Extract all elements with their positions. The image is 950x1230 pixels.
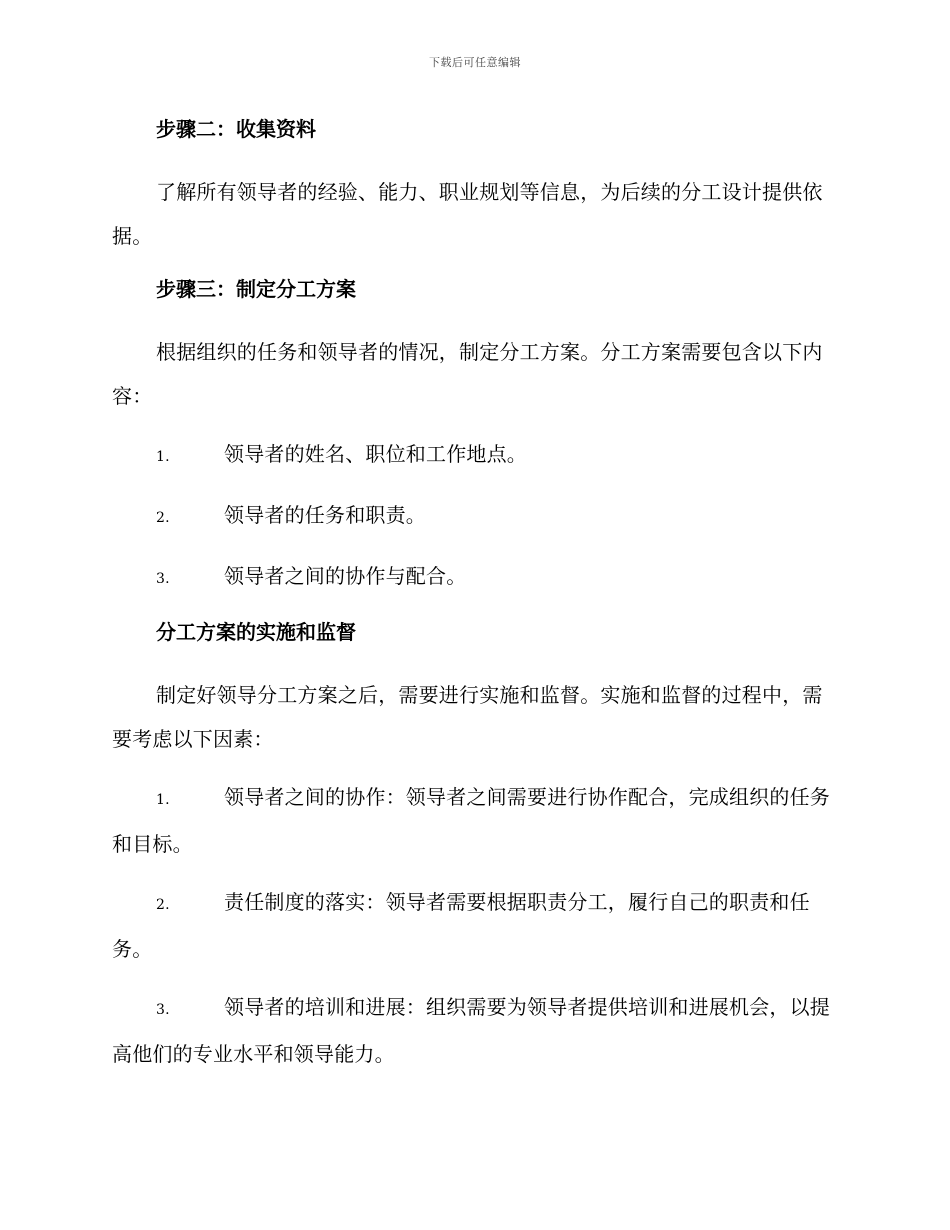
list-number: 2. bbox=[156, 897, 170, 913]
list-item-text: 领导者的任务和职责。 bbox=[224, 503, 426, 527]
paragraph-step3: 根据组织的任务和领导者的情况，制定分工方案。分工方案需要包含以下内容： bbox=[112, 340, 823, 408]
list-item-text: 领导者之间的协作与配合。 bbox=[224, 564, 467, 588]
list-item-text: 领导者之间的协作：领导者之间需要进行协作配合，完成组织的任务和目标。 bbox=[112, 785, 830, 856]
list-item bbox=[112, 493, 832, 540]
list-number: 1. bbox=[156, 792, 170, 808]
list-item-text: 领导者的培训和进展：组织需要为领导者提供培训和进展机会，以提高他们的专业水平和领导能力。 bbox=[112, 995, 830, 1066]
list-item-text: 领导者的姓名、职位和工作地点。 bbox=[224, 442, 527, 466]
section-heading-implementation: 分工方案的实施和监督 bbox=[156, 620, 356, 644]
page-header: 下载后可任意编辑 bbox=[429, 56, 521, 69]
list-item bbox=[112, 880, 832, 971]
list-item bbox=[112, 554, 832, 601]
list-item bbox=[112, 775, 832, 866]
list-item bbox=[112, 432, 832, 479]
list-number: 3. bbox=[156, 1002, 170, 1018]
list-item-text: 责任制度的落实：领导者需要根据职责分工，履行自己的职责和任务。 bbox=[112, 890, 810, 961]
list-number: 2. bbox=[156, 510, 170, 526]
paragraph-implementation: 制定好领导分工方案之后，需要进行实施和监督。实施和监督的过程中，需要考虑以下因素： bbox=[112, 683, 823, 751]
section-heading-step3: 步骤三：制定分工方案 bbox=[156, 277, 356, 301]
list-item bbox=[112, 985, 832, 1076]
list-number: 1. bbox=[156, 449, 170, 465]
section-heading-step2: 步骤二：收集资料 bbox=[156, 117, 316, 141]
paragraph-step2: 了解所有领导者的经验、能力、职业规划等信息，为后续的分工设计提供依据。 bbox=[112, 180, 823, 248]
document-body bbox=[112, 112, 832, 1090]
list-number: 3. bbox=[156, 571, 170, 587]
